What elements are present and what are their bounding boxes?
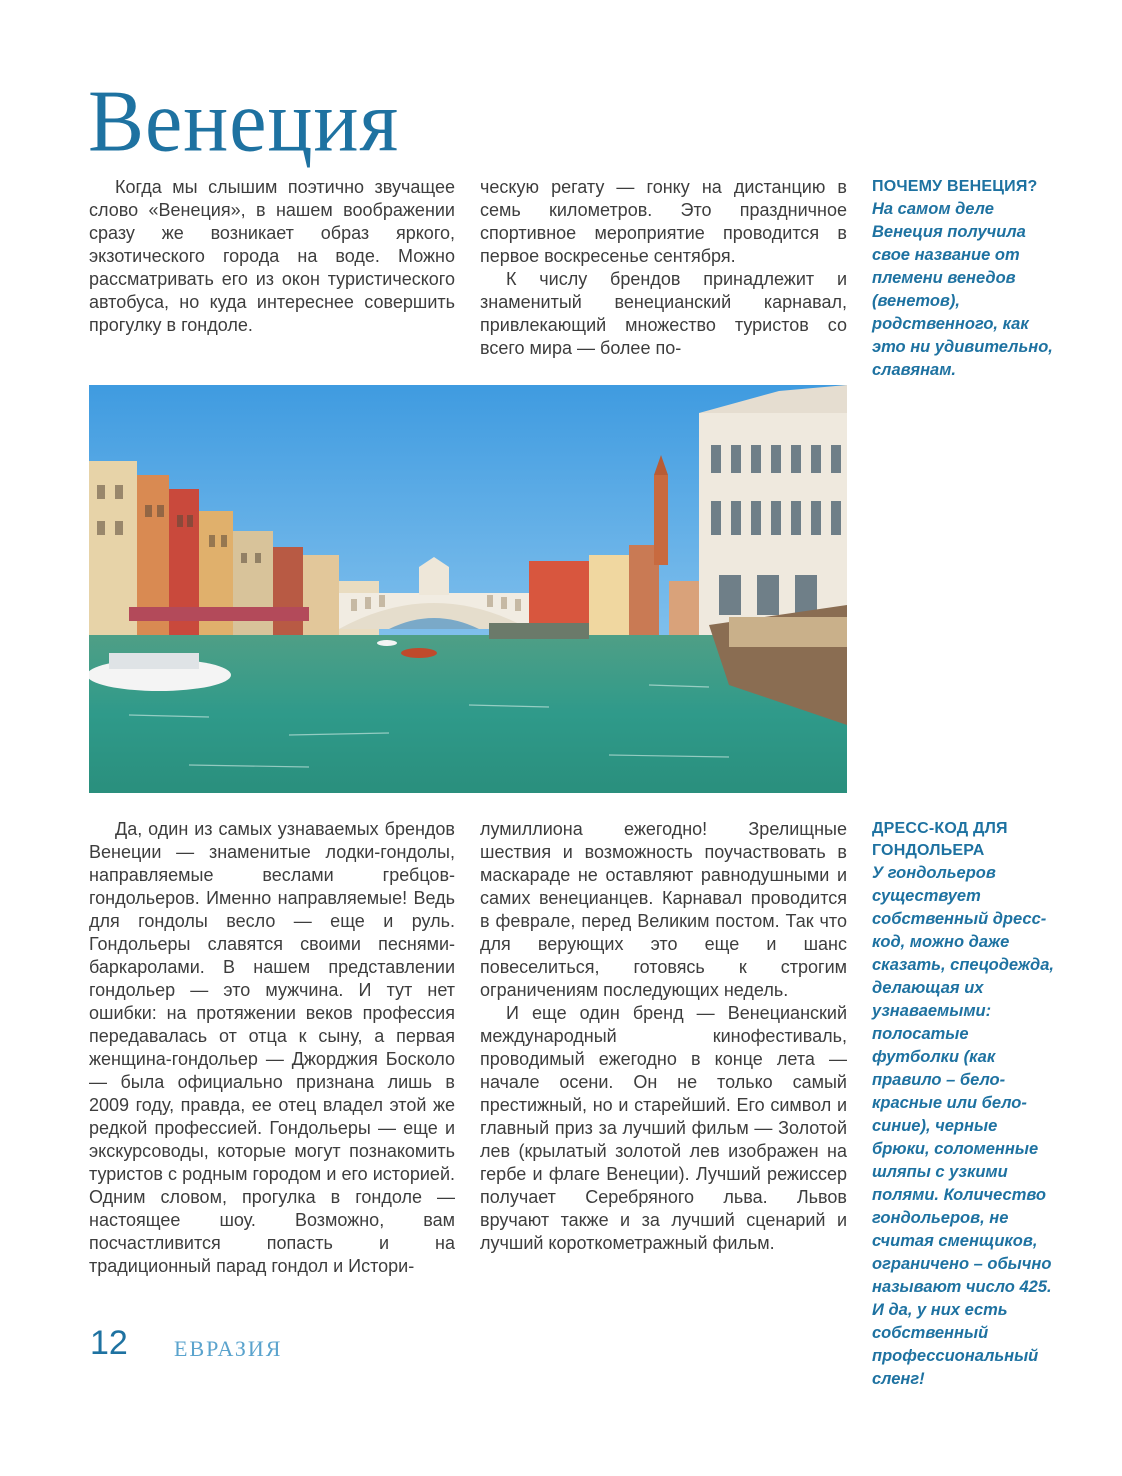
sidebar-why-venice: [872, 176, 1054, 382]
gondola-paragraph: Да, один из самых узнаваемых брендов Венеции — знаменитые лодки-гондолы, направляемые веслами гребцов-гондольеров. Именно направляемые! Ведь для гондолы весло — еще и руль. Гондольеры славятся своими песнями-баркаролами. В нашем представлении гондольер — это мужчина. И тут нет ошибки: на протяжении веков профессия передавалась от отца к сыну, а первая женщина-гондольер — Джорджия Босколо — была официально признана лишь в 2009 году, правда, ее отец владел этой же редкой профессией. Гондольеры — еще и экскурсоводы, которые могут познакомить туристов с родным городом и его историей. Одним словом, прогулка в гондоле — настоящее шоу. Возможно, вам посчастливится попасть и на традиционный парад гондол и Истори-: [89, 819, 455, 1276]
column-intro: [89, 176, 455, 337]
article-title: Венеция: [88, 72, 400, 171]
regatta-paragraph: ческую регату — гонку на дистанцию в семь километров. Это праздничное спортивное мероприятие проводится в первое воскресенье сентября.: [480, 177, 847, 266]
carnival-paragraph: К числу брендов принадлежит и знаменитый венецианский карнавал, привлекающий множество туристов со всего мира — более по-: [480, 269, 847, 358]
column-regatta: [480, 176, 847, 360]
column-gondola: [89, 818, 455, 1278]
page-number: 12: [90, 1324, 128, 1362]
column-carnival-festival: [480, 818, 847, 1255]
sidebar-heading: ДРЕСС-КОД ДЛЯ ГОНДОЛЬЕРА: [872, 820, 1008, 859]
carnival-continuation: лумиллиона ежегодно! Зрелищные шествия и возможность поучаствовать в маскараде не оставляют равнодушными и самих венецианцев. Карнавал проводится в феврале, перед Великим постом. Так что для верующих это еще и шанс повеселиться, готовясь к строгим ограничениям последующих недель.: [480, 819, 847, 1000]
sidebar-dress-code: [872, 818, 1054, 1391]
sidebar-heading: ПОЧЕМУ ВЕНЕЦИЯ?: [872, 178, 1038, 195]
sidebar-text: На самом деле Венеция получила свое название от племени венедов (венетов), родственного, как это ни удивительно, славянам.: [872, 200, 1053, 379]
sidebar-text: У гондольеров существует собственный дресс-код, можно даже сказать, спецодежда, делающая их узнаваемыми: полосатые футболки (как правило – бело-красные или бело-синие), черные брюки, соломенные шляпы с узкими полями. Количество гондольеров, не считая сменщиков, ограничено – обычно называют число 425. И да, у них есть собственный профессиональный сленг!: [872, 864, 1054, 1388]
venice-grand-canal-photo: [89, 385, 847, 793]
magazine-name: ЕВРАЗИЯ: [174, 1336, 283, 1361]
film-festival-paragraph: И еще один бренд — Венецианский международный кинофестиваль, проводимый ежегодно в конце лета — начале осени. Он не только самый престижный, но и старейший. Его символ и главный приз за лучший фильм — Золотой лев (крылатый золотой лев изображен на гербе и флаге Венеции). Лучший режиссер получает Серебряного льва. Львов вручают также и за лучший сценарий и лучший короткометражный фильм.: [480, 1003, 847, 1253]
intro-paragraph: Когда мы слышим поэтично звучащее слово «Венеция», в нашем воображении сразу же возникает образ яркого, экзотического города на воде. Можно рассматривать его из окон туристического автобуса, но куда интереснее совершить прогулку в гондоле.: [89, 177, 455, 335]
